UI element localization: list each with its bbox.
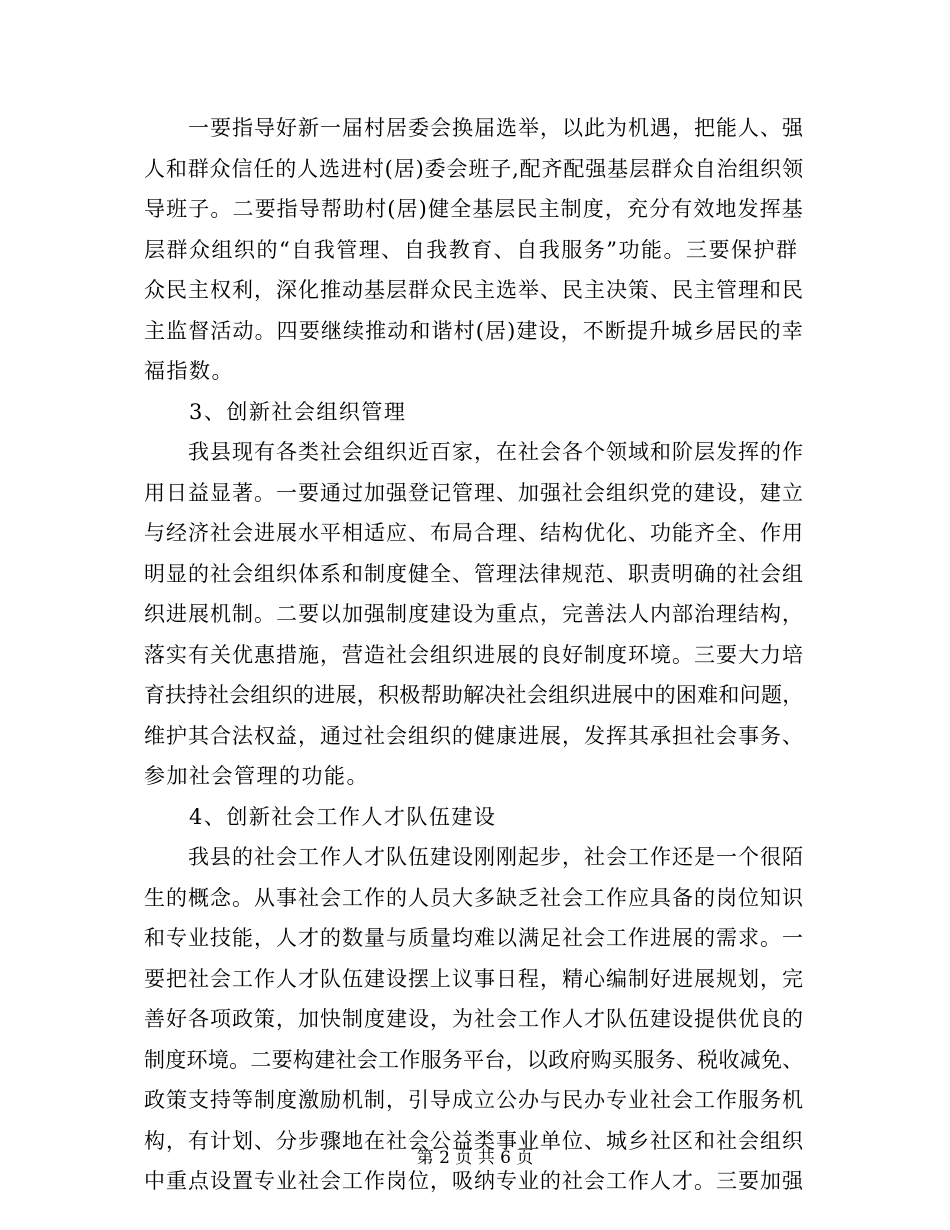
text-line: 众民主权利，深化推动基层群众民主选举、民主决策、民主管理和民 bbox=[144, 278, 804, 302]
text-line: 与经济社会进展水平相适应、布局合理、结构优化、功能齐全、作用 bbox=[144, 521, 804, 545]
text-line: 生的概念。从事社会工作的人员大多缺乏社会工作应具备的岗位知识 bbox=[144, 885, 804, 910]
text-line: 福指数。 bbox=[144, 359, 234, 383]
text-line: 构，有计划、分步骤地在社会公益类事业单位、城乡社区和社会组织 bbox=[144, 1128, 804, 1153]
text-line: 人和群众信任的人选进村(居)委会班子,配齐配强基层群众自治组织领 bbox=[144, 156, 805, 181]
text-line: 一要指导好新一届村居委会换届选举，以此为机遇，把能人、强 bbox=[144, 116, 804, 140]
text-line: 中重点设置专业社会工作岗位，吸纳专业的社会工作人才。三要加强 bbox=[144, 1169, 804, 1193]
text-line: 参加社会管理的功能。 bbox=[144, 764, 369, 788]
section-heading: 4、创新社会工作人才队伍建设 bbox=[144, 804, 497, 829]
text-line: 落实有关优惠措施，营造社会组织进展的良好制度环境。三要大力培 bbox=[144, 642, 804, 667]
text-line: 导班子。二要指导帮助村(居)健全基层民主制度，充分有效地发挥基 bbox=[144, 197, 804, 221]
text-line: 育扶持社会组织的进展，积极帮助解决社会组织进展中的困难和问题， bbox=[144, 683, 804, 707]
text-line: 和专业技能，人才的数量与质量均难以满足社会工作进展的需求。一 bbox=[144, 926, 804, 950]
text-line: 制度环境。二要构建社会工作服务平台，以政府购买服务、税收减免、 bbox=[144, 1047, 804, 1072]
text-line: 织进展机制。二要以加强制度建设为重点，完善法人内部治理结构， bbox=[144, 602, 804, 626]
section-heading: 3、创新社会组织管理 bbox=[144, 399, 407, 424]
text-line: 维护其合法权益，通过社会组织的健康进展，发挥其承担社会事务、 bbox=[144, 723, 804, 748]
text-line: 我县的社会工作人才队伍建设刚刚起步，社会工作还是一个很陌 bbox=[144, 845, 804, 869]
page-number-footer: 第 2 页 共 6 页 bbox=[416, 1148, 534, 1168]
text-line: 主监督活动。四要继续推动和谐村(居)建设，不断提升城乡居民的幸 bbox=[144, 318, 804, 343]
text-line: 明显的社会组织体系和制度健全、管理法律规范、职责明确的社会组 bbox=[144, 561, 804, 586]
text-line: 我县现有各类社会组织近百家，在社会各个领域和阶层发挥的作 bbox=[144, 440, 804, 464]
text-line: 善好各项政策，加快制度建设，为社会工作人才队伍建设提供优良的 bbox=[144, 1007, 804, 1031]
text-line: 要把社会工作人才队伍建设摆上议事日程，精心编制好进展规划，完 bbox=[144, 966, 804, 991]
text-line: 层群众组织的“自我管理、自我教育、自我服务”功能。三要保护群 bbox=[144, 237, 799, 262]
text-line: 政策支持等制度激励机制，引导成立公办与民办专业社会工作服务机 bbox=[144, 1088, 804, 1112]
text-line: 用日益显著。一要通过加强登记管理、加强社会组织党的建设，建立 bbox=[144, 480, 804, 505]
